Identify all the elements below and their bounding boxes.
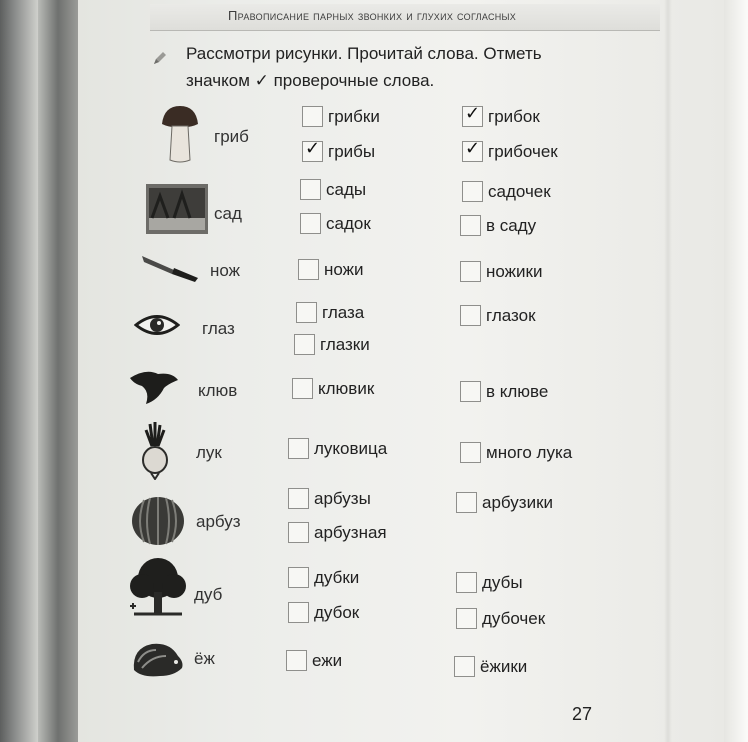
- word-dub: дуб: [194, 585, 223, 604]
- option-label: клювик: [318, 378, 375, 398]
- checkbox[interactable]: [456, 608, 477, 629]
- word-sad: сад: [214, 204, 242, 223]
- book-spine-shadow: [0, 0, 38, 742]
- checkbox[interactable]: [300, 179, 321, 200]
- checkbox[interactable]: [288, 522, 309, 543]
- checkbox[interactable]: [462, 181, 483, 202]
- option-label: арбузики: [482, 492, 553, 512]
- option-row[interactable]: [302, 138, 376, 162]
- option-label: ножики: [486, 261, 543, 281]
- option-row[interactable]: [460, 215, 536, 236]
- checkbox[interactable]: [462, 138, 483, 162]
- option-label: грибок: [488, 106, 540, 126]
- checkbox[interactable]: [460, 442, 481, 463]
- checkbox[interactable]: [286, 650, 307, 671]
- option-label: сады: [326, 179, 367, 199]
- checkbox[interactable]: [456, 572, 477, 593]
- option-row[interactable]: [288, 602, 359, 623]
- page-number: 27: [572, 704, 593, 724]
- mushroom-icon: [160, 104, 200, 164]
- checkbox[interactable]: [462, 103, 483, 127]
- option-label: в клюве: [486, 381, 549, 401]
- option-row[interactable]: [462, 138, 558, 162]
- pencil-icon: [152, 50, 168, 66]
- book-gutter: [38, 0, 78, 742]
- option-row[interactable]: [454, 656, 527, 677]
- option-row[interactable]: [302, 106, 380, 127]
- option-row[interactable]: [288, 522, 387, 543]
- option-label: глазки: [320, 334, 370, 354]
- option-label: много лука: [486, 442, 573, 462]
- option-label: арбузная: [314, 522, 387, 542]
- option-row[interactable]: [460, 305, 536, 326]
- checkbox[interactable]: [460, 305, 481, 326]
- option-row[interactable]: [460, 381, 548, 402]
- word-nozh: нож: [210, 261, 241, 280]
- checkbox[interactable]: [460, 261, 481, 282]
- checkbox[interactable]: [288, 488, 309, 509]
- checkbox[interactable]: [294, 334, 315, 355]
- option-label: дубы: [482, 572, 523, 592]
- checkbox[interactable]: [454, 656, 475, 677]
- option-label: в саду: [486, 215, 537, 235]
- checkbox[interactable]: [298, 259, 319, 280]
- option-row[interactable]: [460, 261, 542, 282]
- watermelon-icon: [130, 495, 186, 547]
- checkmark: ✓: [305, 138, 321, 158]
- option-label: дубочек: [482, 608, 546, 628]
- option-label: садочек: [488, 181, 551, 201]
- knife-icon: [140, 252, 200, 282]
- checkbox[interactable]: [460, 215, 481, 236]
- option-label: грибки: [328, 106, 380, 126]
- option-row[interactable]: [460, 442, 572, 463]
- page-fold: [664, 0, 672, 742]
- option-label: ёжики: [480, 656, 528, 676]
- option-label: грибы: [328, 141, 376, 161]
- word-grib: гриб: [214, 127, 249, 146]
- option-row[interactable]: [300, 179, 366, 200]
- task-instruction-line-2: значком ✓ проверочные слова.: [186, 71, 435, 90]
- checkbox[interactable]: [302, 106, 323, 127]
- option-label: грибочек: [488, 141, 558, 161]
- checkbox[interactable]: [288, 602, 309, 623]
- option-row[interactable]: [296, 302, 364, 323]
- checkbox[interactable]: [288, 438, 309, 459]
- word-arbuz: арбуз: [196, 512, 241, 531]
- option-label: арбузы: [314, 488, 371, 508]
- word-glaz: глаз: [202, 319, 235, 338]
- option-row[interactable]: [292, 378, 374, 399]
- eye-icon: [134, 312, 180, 338]
- onion-icon: [138, 422, 172, 480]
- checkbox[interactable]: [302, 138, 323, 162]
- option-label: ножи: [324, 259, 364, 279]
- option-row[interactable]: [288, 567, 359, 588]
- checkmark: ✓: [465, 138, 481, 158]
- checkbox[interactable]: [300, 213, 321, 234]
- option-row[interactable]: [288, 488, 371, 509]
- checkbox[interactable]: [456, 492, 477, 513]
- checkbox[interactable]: [288, 567, 309, 588]
- option-row[interactable]: [300, 213, 371, 234]
- option-label: глазок: [486, 305, 536, 325]
- oak-icon: [128, 556, 188, 620]
- option-row[interactable]: [294, 334, 370, 355]
- option-row[interactable]: [462, 103, 540, 127]
- checkbox[interactable]: [292, 378, 313, 399]
- option-row[interactable]: [456, 572, 523, 593]
- word-ezh: ёж: [194, 649, 215, 668]
- option-label: глаза: [322, 302, 365, 322]
- hedgehog-icon: [130, 638, 186, 680]
- page-header-title: Правописание парных звонких и глухих согласных: [228, 8, 517, 23]
- checkmark: ✓: [465, 103, 481, 123]
- option-label: ежи: [312, 650, 343, 670]
- word-klyuv: клюв: [198, 381, 238, 400]
- option-label: луковица: [314, 438, 388, 458]
- option-row[interactable]: [286, 650, 342, 671]
- beak-icon: [128, 364, 180, 404]
- option-row[interactable]: [456, 492, 553, 513]
- checkbox[interactable]: [460, 381, 481, 402]
- option-label: дубки: [314, 567, 360, 587]
- garden-icon: [146, 184, 208, 234]
- option-row[interactable]: [462, 181, 551, 202]
- option-label: дубок: [314, 602, 360, 622]
- checkbox[interactable]: [296, 302, 317, 323]
- option-row[interactable]: [456, 608, 545, 629]
- option-label: садок: [326, 213, 371, 233]
- page-edge: [724, 0, 748, 742]
- option-row[interactable]: [288, 438, 387, 459]
- option-row[interactable]: [298, 259, 364, 280]
- task-instruction-line-1: Рассмотри рисунки. Прочитай слова. Отметь: [186, 44, 542, 63]
- word-luk: лук: [196, 443, 222, 462]
